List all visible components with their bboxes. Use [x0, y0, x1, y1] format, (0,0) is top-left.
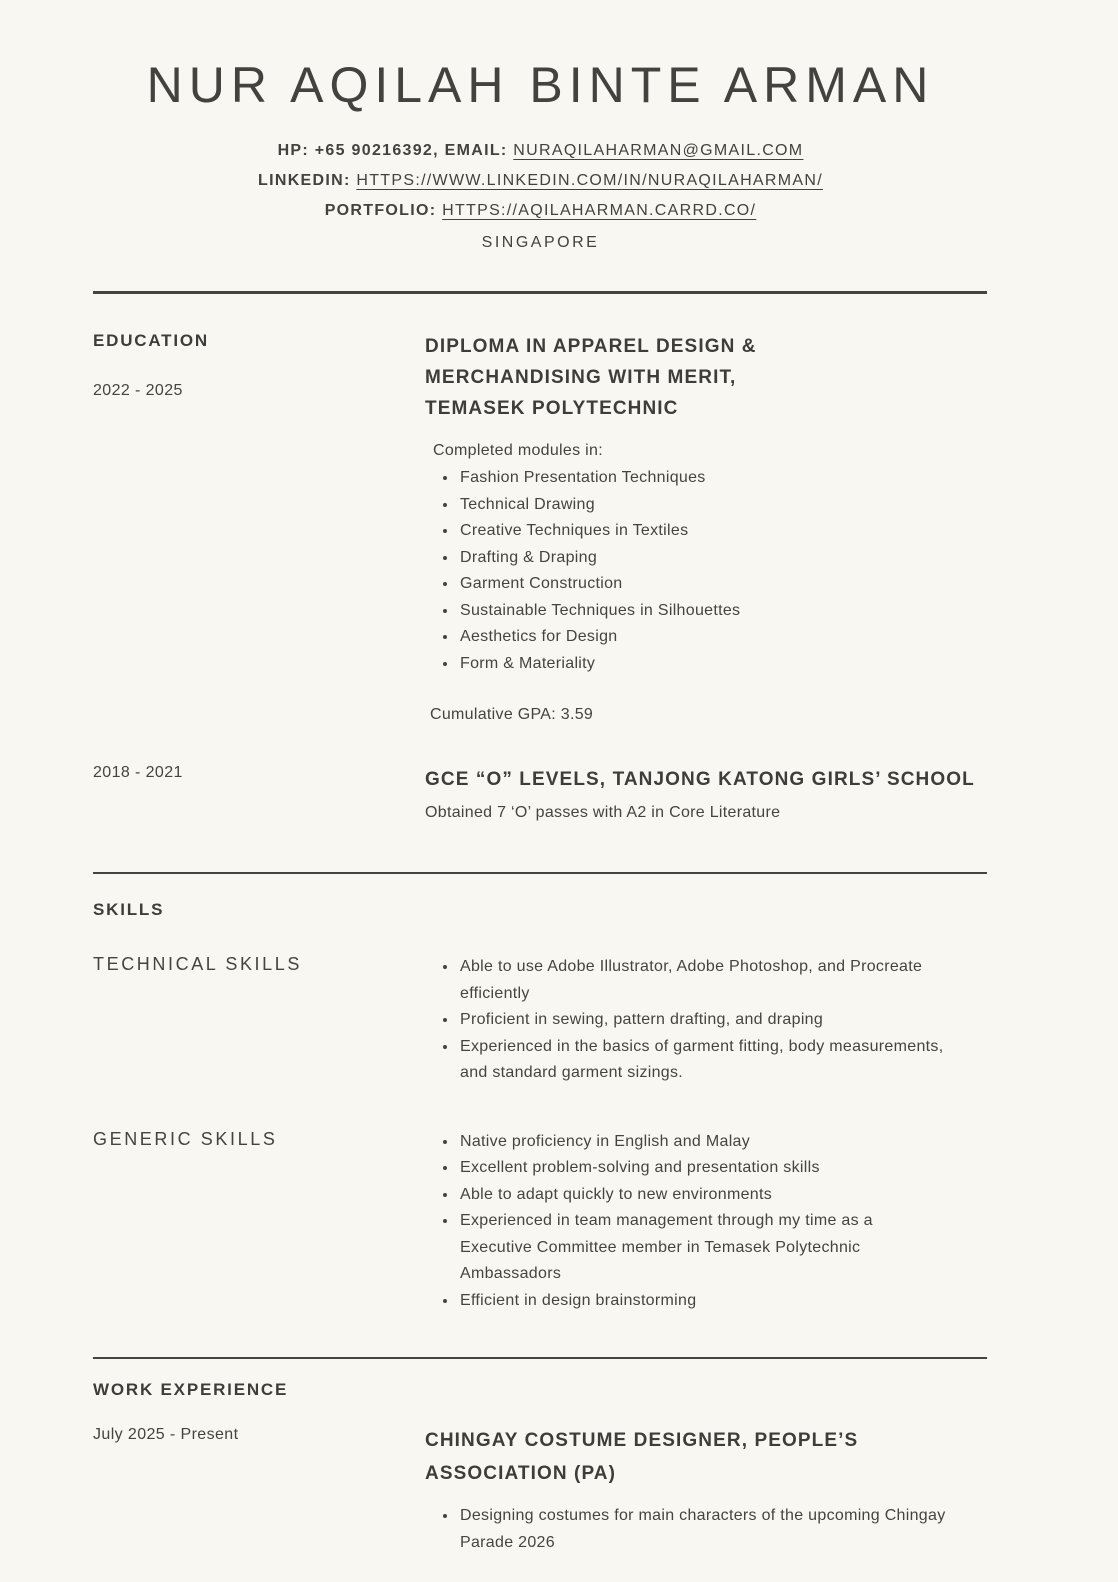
phone-email-label: HP: +65 90216392, EMAIL: [277, 142, 508, 159]
education-heading: EDUCATION [93, 331, 209, 350]
work-entry [93, 1424, 988, 1556]
degree-title: DIPLOMA IN APPAREL DESIGN & MERCHANDISING WITH MERIT, TEMASEK POLYTECHNIC [425, 336, 757, 419]
skills-group-technical [93, 954, 988, 1087]
school-title: GCE “O” LEVELS, TANJONG KATONG GIRLS’ SCHOOL [425, 769, 975, 790]
technical-skills-label: TECHNICAL SKILLS [93, 954, 302, 974]
module-item: • Form & Materiality [458, 651, 988, 678]
skill-item: • Proficient in sewing, pattern drafting, and draping [458, 1007, 945, 1034]
skill-item: • Excellent problem-solving and presentation skills [458, 1155, 945, 1182]
generic-skills-label: GENERIC SKILLS [93, 1128, 278, 1149]
module-item: • Creative Techniques in Textiles [458, 518, 988, 545]
contact-line-portfolio [93, 196, 988, 226]
skills-left-column [93, 954, 425, 975]
education-entry [93, 764, 988, 826]
job-title: CHINGAY COSTUME DESIGNER, PEOPLE’S ASSOCIATION (PA) [425, 1430, 859, 1484]
skills-section [0, 874, 1118, 1314]
duty-item: • Designing costumes for main characters of the upcoming Chingay Parade 2026 [458, 1503, 988, 1556]
generic-skills-list [425, 1129, 945, 1315]
skill-item: • Native proficiency in English and Malay [458, 1129, 945, 1156]
skills-heading: SKILLS [93, 900, 165, 919]
location-text: SINGAPORE [481, 234, 600, 251]
module-item: • Fashion Presentation Techniques [458, 465, 988, 492]
gpa-text: Cumulative GPA: 3.59 [430, 706, 594, 723]
modules-intro: Completed modules in: [433, 442, 603, 459]
contact-line-phone-email [93, 136, 988, 166]
modules-list [425, 465, 988, 677]
email-link[interactable]: NURAQILAHARMAN@GMAIL.COM [513, 142, 804, 159]
module-item: • Drafting & Draping [458, 545, 988, 572]
education-left-column [93, 764, 425, 782]
candidate-name: NUR AQILAH BINTE ARMAN [146, 57, 935, 113]
module-item: • Sustainable Techniques in Silhouettes [458, 598, 988, 625]
school-subtitle: Obtained 7 ‘O’ passes with A2 in Core Literature [425, 804, 781, 821]
education-dates: 2018 - 2021 [93, 764, 183, 781]
skills-right-column [425, 954, 988, 1087]
portfolio-label: PORTFOLIO: [324, 202, 437, 219]
skills-group-generic [93, 1129, 988, 1315]
work-experience-section [0, 1359, 1118, 1556]
education-right-column [425, 764, 988, 826]
skill-item: • Experienced in team management through my time as a Executive Committee member in Temasek Polytechnic Ambassadors [458, 1208, 945, 1288]
contact-line-linkedin [93, 166, 988, 196]
work-right-column [425, 1424, 988, 1556]
skill-item: • Able to use Adobe Illustrator, Adobe Photoshop, and Procreate efficiently [458, 954, 945, 1007]
work-dates: July 2025 - Present [93, 1426, 239, 1443]
linkedin-label: LINKEDIN: [258, 172, 351, 189]
education-entry [93, 331, 988, 728]
linkedin-link[interactable]: HTTPS://WWW.LINKEDIN.COM/IN/NURAQILAHARMAN/ [356, 172, 823, 189]
skill-item: • Able to adapt quickly to new environments [458, 1182, 945, 1209]
skills-right-column [425, 1129, 988, 1315]
education-dates: 2022 - 2025 [93, 382, 183, 399]
job-duties-list [425, 1503, 988, 1556]
skill-item: • Efficient in design brainstorming [458, 1288, 945, 1315]
skill-item: • Experienced in the basics of garment fitting, body measurements, and standard garment sizings. [458, 1034, 945, 1087]
education-section [0, 294, 1118, 826]
module-item: • Aesthetics for Design [458, 624, 988, 651]
technical-skills-list [425, 954, 945, 1087]
portfolio-link[interactable]: HTTPS://AQILAHARMAN.CARRD.CO/ [442, 202, 757, 219]
skills-left-column [93, 1129, 425, 1150]
education-right-column [425, 331, 988, 728]
work-experience-heading: WORK EXPERIENCE [93, 1380, 289, 1399]
module-item: • Technical Drawing [458, 492, 988, 519]
resume-header [0, 0, 1118, 258]
work-left-column [93, 1424, 425, 1444]
module-item: • Garment Construction [458, 571, 988, 598]
education-left-column [93, 331, 425, 400]
